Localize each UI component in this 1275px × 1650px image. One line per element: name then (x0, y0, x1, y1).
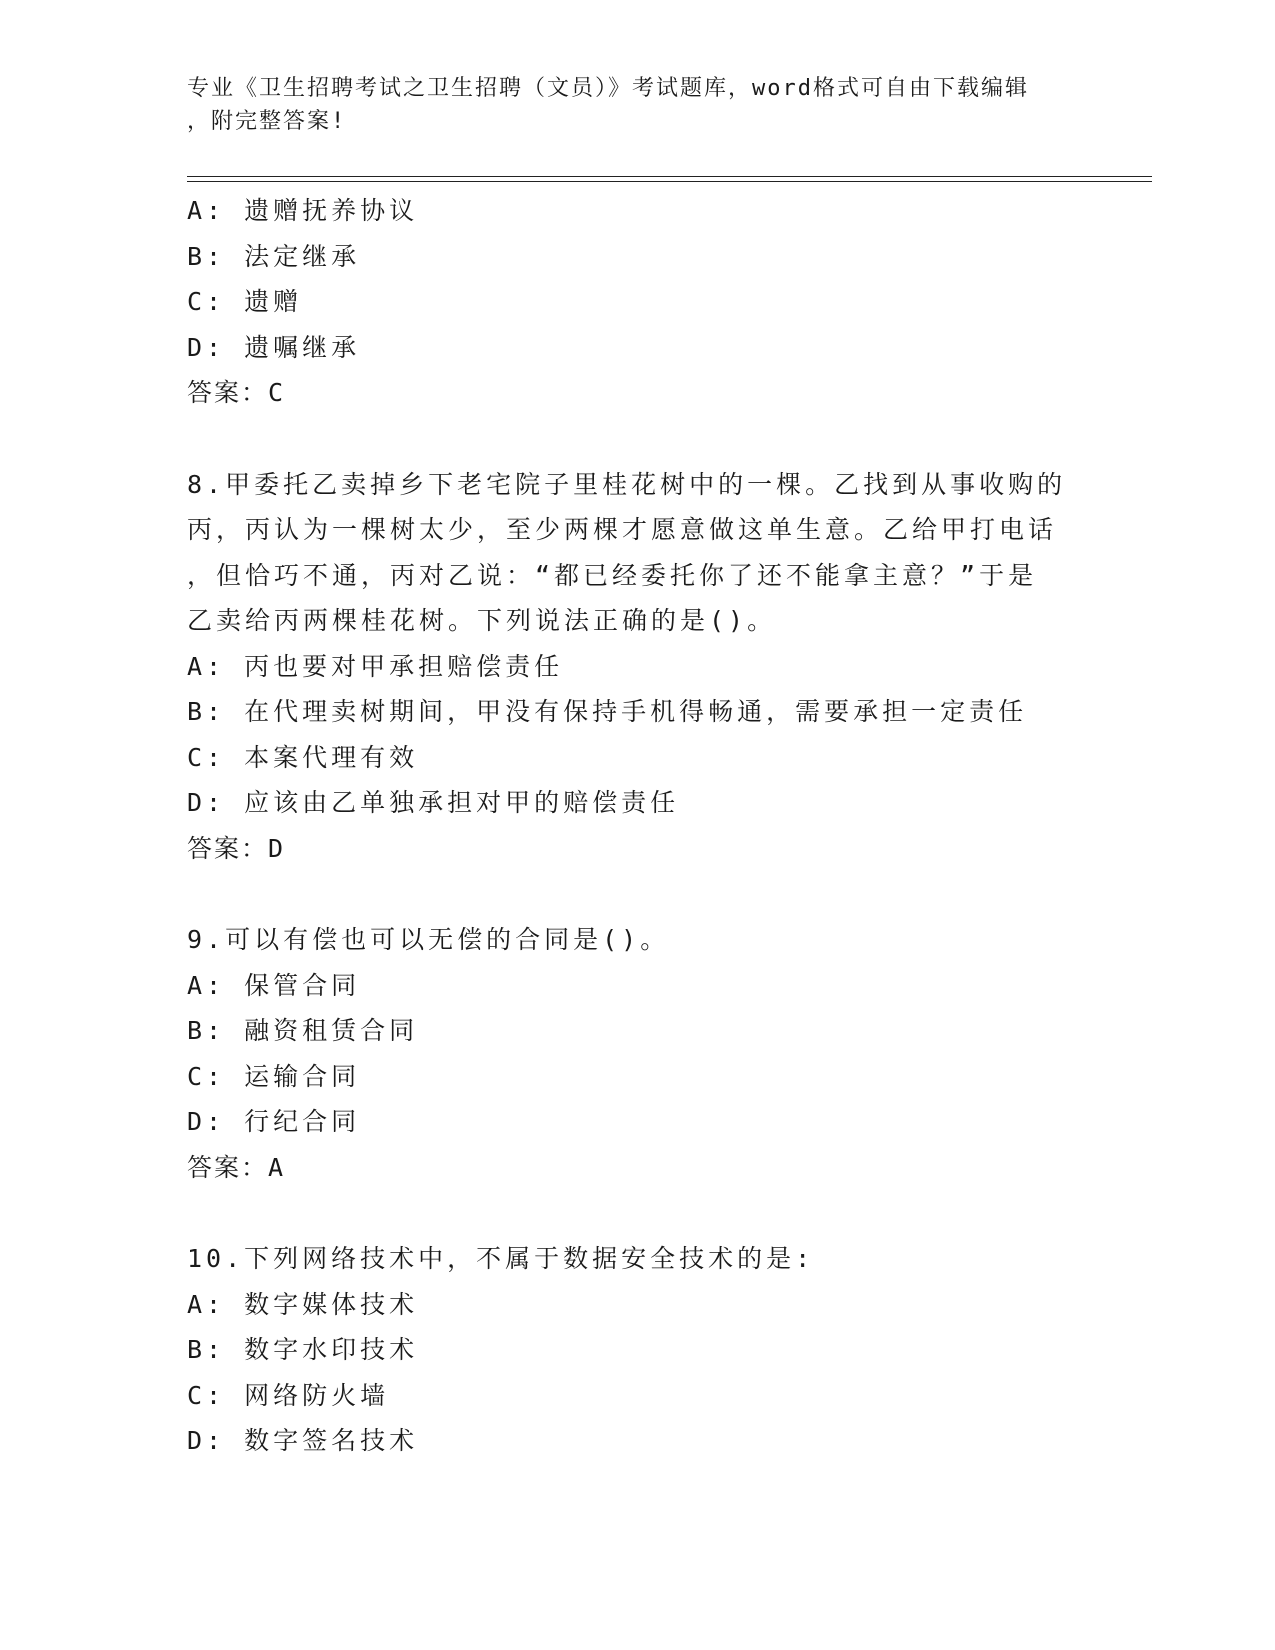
option-b: B: 融资租赁合同 (187, 1016, 419, 1045)
question-stem-line: ，但恰巧不通，丙对乙说：“都已经委托你了还不能拿主意？”于是 (187, 560, 1038, 590)
spacer (187, 416, 1087, 462)
option-b: B: 数字水印技术 (187, 1335, 419, 1364)
option-b: B: 在代理卖树期间，甲没有保持手机得畅通，需要承担一定责任 (187, 697, 1028, 726)
option-d: D: 应该由乙单独承担对甲的赔偿责任 (187, 788, 680, 817)
header-divider-bottom (187, 181, 1152, 182)
question-stem-line: 丙，丙认为一棵树太少，至少两棵才愿意做这单生意。乙给甲打电话 (187, 515, 1058, 544)
question-10 (187, 1236, 1087, 1464)
question-stem: 9.可以有偿也可以无偿的合同是()。 (187, 925, 670, 954)
question-stem-line: 乙卖给丙两棵桂花树。下列说法正确的是()。 (187, 606, 777, 635)
option-c: C: 遗赠 (187, 287, 303, 316)
document-header (187, 72, 1067, 138)
option-d: D: 遗嘱继承 (187, 332, 361, 362)
spacer (187, 1190, 1087, 1236)
answer-line: 答案：C (187, 378, 286, 407)
option-a: A: 保管合同 (187, 970, 361, 1000)
question-7 (187, 188, 1087, 416)
option-b: B: 法定继承 (187, 241, 361, 271)
answer-line: 答案：A (187, 1152, 286, 1182)
question-stem: 10.下列网络技术中，不属于数据安全技术的是: (187, 1244, 815, 1273)
option-c: C: 本案代理有效 (187, 742, 419, 772)
header-line-2: ，附完整答案! (187, 109, 347, 134)
question-stem-line: 8.甲委托乙卖掉乡下老宅院子里桂花树中的一棵。乙找到从事收购的 (187, 469, 1067, 499)
option-a: A: 丙也要对甲承担赔偿责任 (187, 651, 564, 681)
question-9 (187, 917, 1087, 1190)
header-line-1: 专业《卫生招聘考试之卫生招聘（文员）》考试题库，word格式可自由下载编辑 (187, 76, 1029, 101)
option-c: C: 运输合同 (187, 1061, 361, 1091)
option-d: D: 数字签名技术 (187, 1426, 419, 1455)
spacer (187, 871, 1087, 917)
question-list (187, 188, 1087, 1464)
option-c: C: 网络防火墙 (187, 1380, 390, 1410)
question-8 (187, 462, 1087, 872)
option-a: A: 数字媒体技术 (187, 1289, 419, 1319)
header-divider-top (187, 176, 1152, 177)
answer-line: 答案：D (187, 833, 286, 863)
option-a: A: 遗赠抚养协议 (187, 196, 419, 225)
option-d: D: 行纪合同 (187, 1107, 361, 1136)
